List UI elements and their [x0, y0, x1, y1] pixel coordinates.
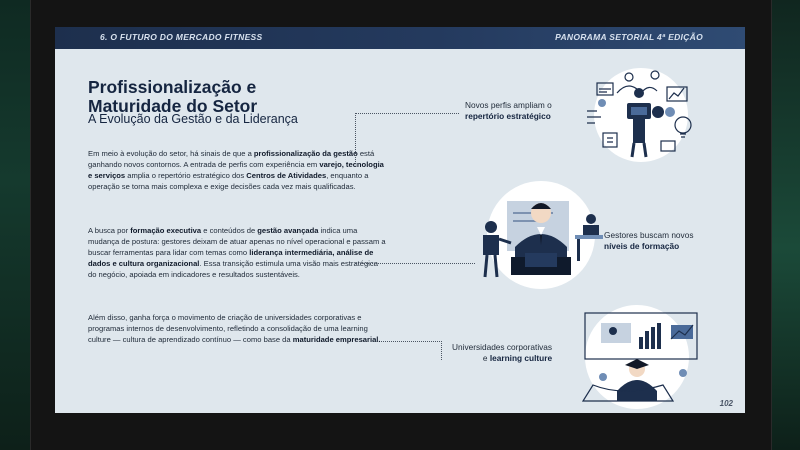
caption-1-line-1: Novos perfis ampliam o — [465, 100, 552, 110]
page-number: 102 — [719, 399, 733, 408]
caption-2-line-2 — [604, 241, 693, 252]
title-line-2: Maturidade do Setor — [88, 96, 258, 116]
caption-3-bold: learning culture — [489, 353, 553, 363]
paragraph-bold-run: gestão avançada — [257, 226, 319, 235]
caption-1-bold: repertório estratégico — [465, 111, 551, 121]
paragraph-text-run: , enquanto a operação se torna mais complexa e exige decisões cada vez mais qualificadas. — [88, 170, 369, 191]
header-bar — [55, 27, 745, 49]
paragraph-3 — [88, 313, 386, 346]
paragraph-bold-run: liderança intermediária, análise de dados e cultura organizacional — [88, 247, 374, 268]
paragraph-bold-run: Centros de Atividades — [246, 170, 327, 180]
caption-3-line-1: Universidades corporativas — [452, 342, 553, 352]
paragraph-text-run: indica uma mudança de postura: gestores deixam de atuar apenas no nível operacional e passam a buscar ferramentas para lidar com temas como — [88, 226, 386, 257]
caption-corporate-universities — [452, 342, 552, 364]
paragraph-text-run: . Essa transição estimula uma visão mais estratégica do negócio, apoiada em indicadores e resultados sustentáveis. — [88, 258, 378, 279]
connector-2 — [355, 263, 475, 264]
paragraph-bold-run: maturidade empresarial. — [292, 334, 381, 344]
caption-3-plain: e — [482, 353, 490, 363]
paragraph-bold-run: formação executiva — [130, 226, 202, 235]
paragraph-text-run: amplia o repertório estratégico dos — [125, 170, 247, 180]
paragraph-text-run: A busca por — [88, 226, 131, 235]
paragraph-text-run: está ganhando novos contornos. A entrada de perfis com experiência em — [88, 149, 375, 169]
paragraph-bold-run: profissionalização da gestão — [253, 149, 358, 158]
section-label: 6. O FUTURO DO MERCADO FITNESS — [100, 32, 263, 42]
caption-1-line-2 — [465, 111, 552, 122]
paragraph-bold-run: varejo, tecnologia e serviços — [88, 159, 384, 180]
connector-1 — [355, 113, 459, 162]
strategy-illustration — [567, 63, 697, 163]
paragraph-text-run: Em meio à evolução do setor, há sinais de que a — [88, 149, 254, 158]
caption-managers-training — [604, 230, 693, 252]
paragraph-text-run: e conteúdos de — [201, 226, 258, 235]
publication-label: PANORAMA SETORIAL 4ª EDIÇÃO — [555, 32, 703, 42]
slide-page — [55, 27, 745, 413]
caption-3-line-2 — [452, 353, 552, 364]
paragraph-2 — [88, 226, 386, 281]
page-title — [88, 78, 388, 116]
paragraph-1 — [88, 149, 386, 193]
learning-culture-illustration — [573, 299, 713, 409]
caption-new-profiles — [465, 100, 552, 122]
caption-2-bold: níveis de formação — [604, 241, 680, 251]
executive-meeting-illustration — [463, 179, 613, 289]
title-line-1: Profissionalização e — [88, 77, 257, 97]
paragraph-text-run: Além disso, ganha força o movimento de criação de universidades corporativas e programas internos de desenvolvimento, refletindo a consolidação de uma learning culture — cultura de aprendizado contínuo — como base da — [88, 313, 368, 344]
page-subtitle: A Evolução da Gestão e da Liderança — [88, 112, 298, 126]
caption-2-line-1: Gestores buscam novos — [604, 230, 694, 240]
connector-3 — [381, 341, 442, 360]
